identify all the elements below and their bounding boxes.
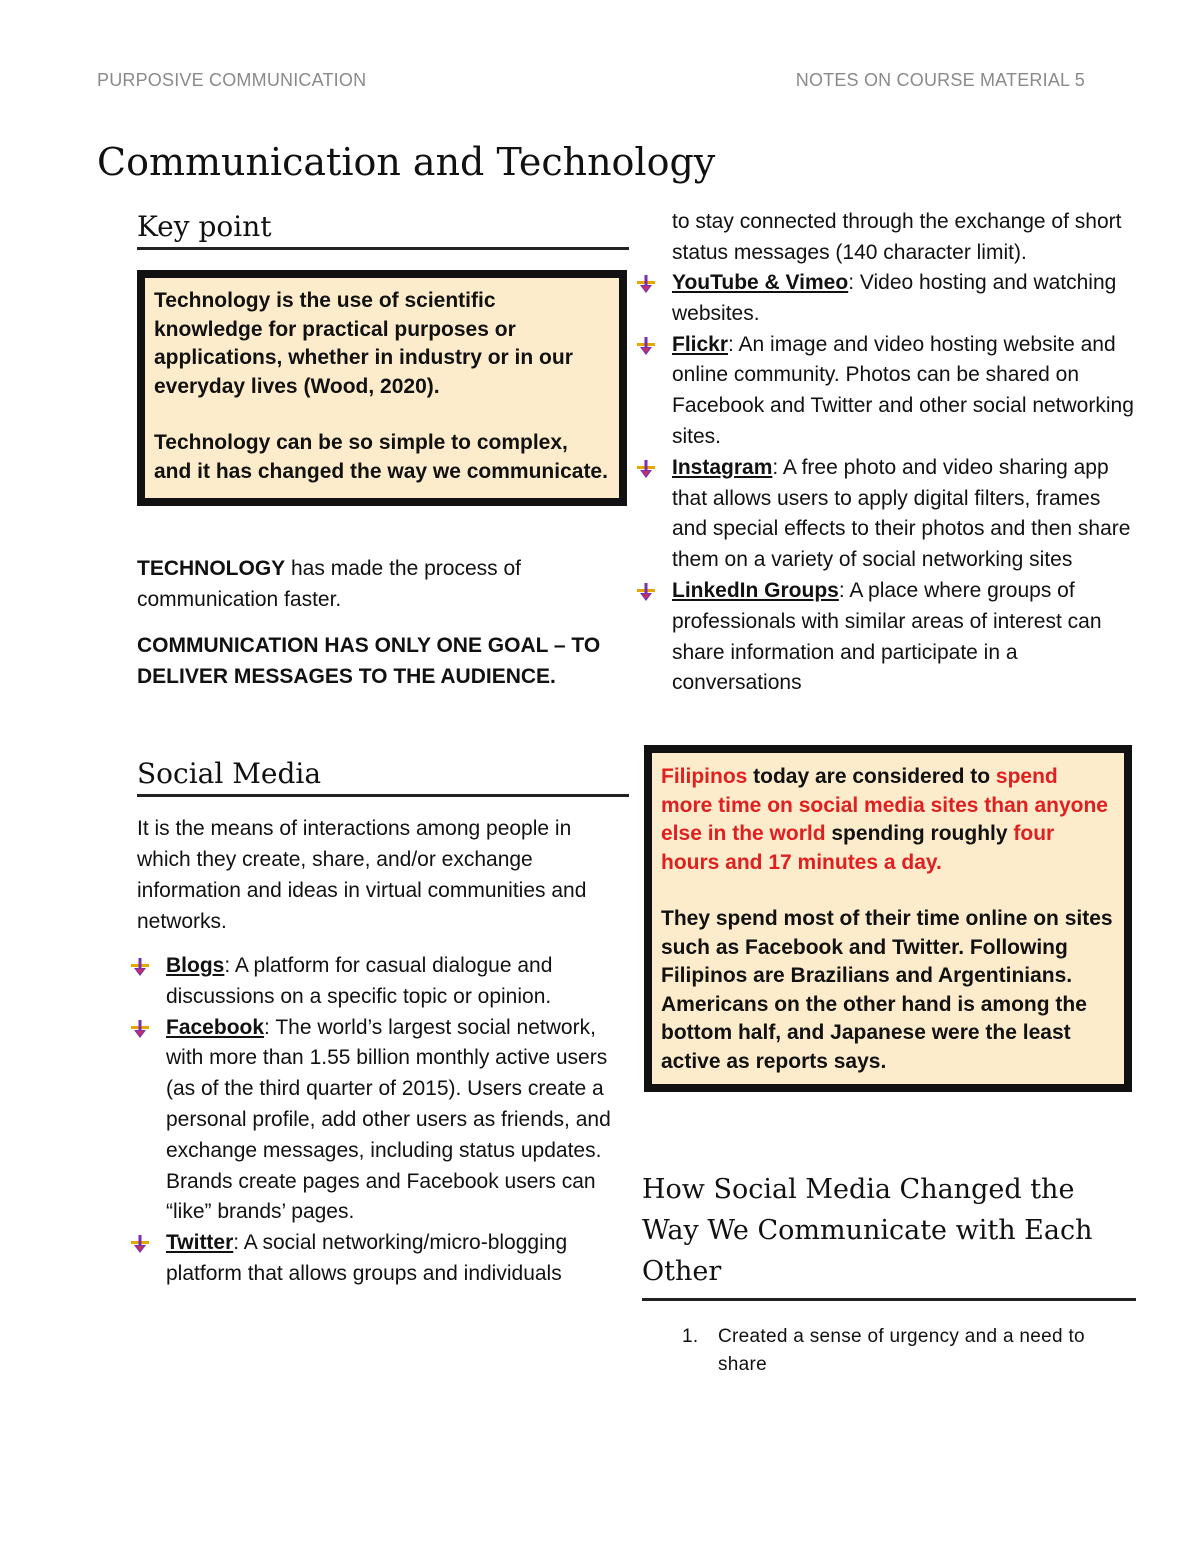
filipinos-highlight: spend more time on social media sites than anyone else in the world [661, 765, 1108, 845]
term-facebook: Facebook [166, 1015, 265, 1039]
communication-goal: COMMUNICATION HAS ONLY ONE GOAL – TO DELIVER MESSAGES TO THE AUDIENCE. [137, 634, 601, 688]
list-item-urgency [642, 1323, 1136, 1379]
technology-rest: has made the process of communication faster. [137, 557, 521, 611]
filipinos-duration: four hours and 17 minutes a day [661, 822, 1055, 874]
down-arrow-bullet-icon [635, 336, 657, 356]
twitter-continuation: to stay connected through the exchange of short status messages (140 character limit). [672, 210, 1122, 264]
desc-facebook: : The world’s largest social network, with more than 1.55 billion monthly active users (as of the third quarter of 2015). Users create a personal profile, add other users as friends, and exchange messages, including status updates. Brands create pages and Facebook users can “like” brands’ pages. [166, 1015, 611, 1224]
right-column [640, 206, 1136, 1375]
list-number: 1. [682, 1326, 699, 1347]
term-blogs: Blogs [166, 954, 225, 977]
key-point-callout [137, 270, 627, 506]
how-changed-list [642, 1323, 1136, 1379]
filipinos-text-b: spending roughly [825, 822, 1014, 845]
technology-term: TECHNOLOGY [137, 557, 286, 580]
down-arrow-bullet-icon [129, 957, 151, 977]
key-point-heading: Key point [137, 210, 629, 250]
how-changed-section [642, 1169, 1136, 1379]
down-arrow-bullet-icon [635, 582, 657, 602]
list-item-linkedin-groups [643, 576, 1136, 699]
desc-twitter: : A social networking/micro-blogging platform that allows groups and individuals [166, 1231, 568, 1285]
left-column [137, 210, 629, 1290]
desc-blogs: : A platform for casual dialogue and discussions on a specific topic or opinion. [166, 954, 553, 1008]
filipinos-statement [661, 763, 1114, 877]
down-arrow-bullet-icon [635, 274, 657, 294]
term-linkedin-groups: LinkedIn Groups [672, 578, 839, 602]
desc-youtube-vimeo: : Video hosting and watching websites. [672, 271, 1117, 325]
platform-list-left [137, 951, 629, 1290]
header-notes-label: NOTES ON COURSE MATERIAL 5 [795, 70, 1085, 90]
term-flickr: Flickr [672, 332, 729, 356]
filipinos-word: Filipinos [661, 765, 748, 788]
header-course-title: PURPOSIVE COMMUNICATION [97, 70, 367, 90]
list-item-facebook [137, 1013, 629, 1229]
social-media-definition: It is the means of interactions among people in which they create, share, and/or exchange information and ideas in virtual communities and networks. [137, 817, 587, 933]
list-item-blogs [137, 951, 629, 1013]
urgency-text: Created a sense of urgency and a need to share [718, 1326, 1085, 1375]
filipinos-period: . [936, 850, 942, 874]
key-point-change: Technology can be so simple to complex, and it has changed the way we communicate. [154, 431, 608, 483]
term-youtube-vimeo: YouTube & Vimeo [672, 271, 849, 294]
term-twitter: Twitter [166, 1231, 234, 1255]
page-title: Communication and Technology [97, 140, 716, 184]
list-item-instagram [643, 453, 1136, 576]
down-arrow-bullet-icon [129, 1234, 151, 1254]
key-point-definition: Technology is the use of scientific knowledge for practical purposes or applications, whether in industry or in our everyday lives (Wood, 2020). [154, 289, 573, 398]
down-arrow-bullet-icon [129, 1019, 151, 1039]
how-changed-heading: How Social Media Changed the Way We Communicate with Each Other [642, 1169, 1136, 1301]
desc-flickr: : An image and video hosting website and online community. Photos can be shared on Facebook and Twitter and other social networking sites. [672, 332, 1134, 448]
list-item-flickr [643, 330, 1136, 453]
platform-list-right [643, 268, 1136, 699]
desc-linkedin-groups: : A place where groups of professionals with similar areas of interest can share information and participate in a conversations [672, 578, 1102, 695]
down-arrow-bullet-icon [635, 459, 657, 479]
filipinos-text-a: today are considered to [747, 765, 996, 788]
technology-statement [137, 553, 629, 615]
term-instagram: Instagram [672, 455, 773, 479]
desc-instagram: : A free photo and video sharing app that allows users to apply digital filters, frames and special effects to their photos and then share them on a variety of social networking sites [672, 455, 1131, 572]
list-item-youtube-vimeo [643, 268, 1136, 330]
social-media-heading: Social Media [137, 757, 629, 797]
filipinos-comparison: They spend most of their time online on sites such as Facebook and Twitter. Following Filipinos are Brazilians and Argentinians. Americans on the other hand is among the bottom half, and Japanese were the least active as reports says. [661, 907, 1113, 1073]
filipinos-callout [644, 745, 1132, 1092]
list-item-twitter [137, 1228, 629, 1290]
